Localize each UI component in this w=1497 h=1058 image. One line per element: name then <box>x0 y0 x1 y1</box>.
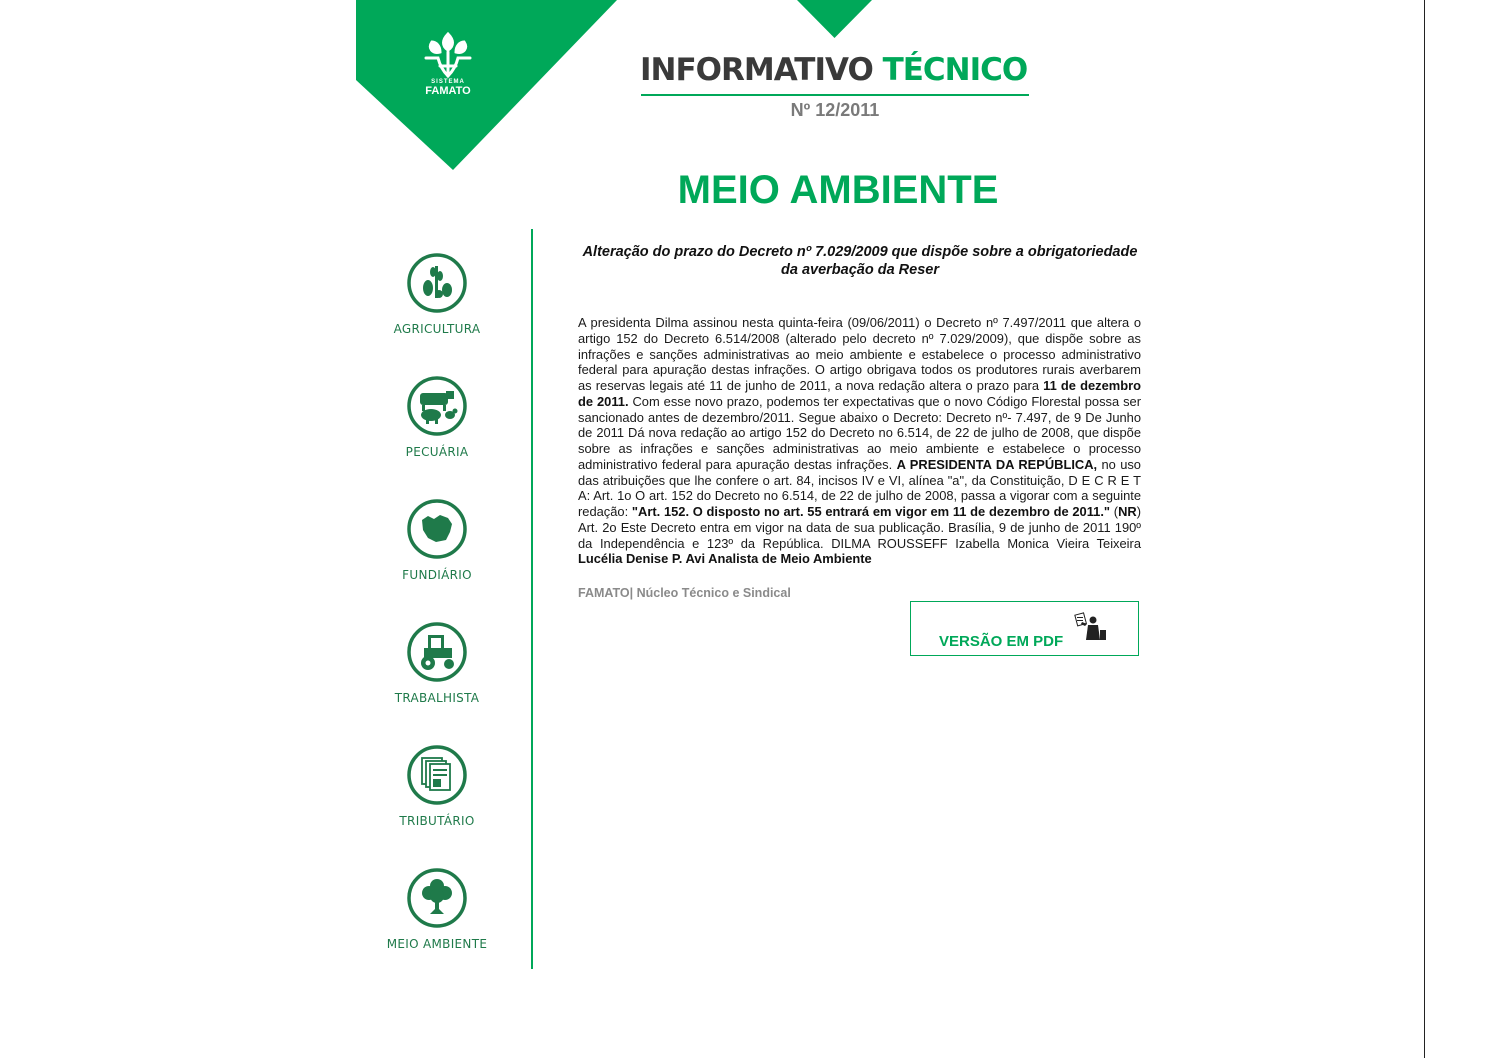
page-title <box>640 52 1030 88</box>
article-body <box>578 315 1141 567</box>
author-signature: Lucélia Denise P. Avi Analista de Meio Ambiente <box>578 551 872 567</box>
body-bold: 11 de dezembro de 2011. <box>578 378 1141 409</box>
sidebar-item-label: TRABALHISTA <box>394 691 480 705</box>
article-title: Alteração do prazo do Decreto nº 7.029/2009 que dispõe sobre a obrigatoriedade da averbação da Reser <box>582 244 1138 278</box>
logo-small-text: SISTEMA <box>431 79 465 85</box>
issue-number: Nº 12/2011 <box>790 100 880 120</box>
body-text: Com esse novo prazo, podemos ter expectativas que o novo Código Florestal possa ser sancionado antes de dezembro/2011. Segue abaixo o Decreto: Decreto nº- 7.497, de 9 De Junho de 2011 Dá nova redação ao artigo 152 do Decreto no 6.514, de 22 de julho de 2008, que dispõe sobre as infrações e sanções administrativas ao meio ambiente e estabelece o processo administrativo federal para apuração destas infrações. <box>578 393 1141 472</box>
body-text: no uso das atribuições que lhe confere o art. 84, incisos IV e VI, alínea "a", da Constituição, D E C R E T A: Art. 1o O art. 152 do Decreto no 6.514, de 22 de julho de 2008, passa a vigorar com a seguinte redação: <box>578 456 1141 519</box>
tractor-icon <box>406 621 468 683</box>
agriculture-icon <box>406 252 468 314</box>
body-text: A presidenta Dilma assinou nesta quinta-feira (09/06/2011) o Decreto nº 7.497/2011 que altera o artigo 152 do Decreto 6.514/2008 (alterado pelo decreto nº 7.029/2009), que dispõe sobre as infrações e sanções administrativas ao meio ambiente e estabelece o processo administrativo federal para apuração destas infrações. O artigo obrigava todos os produtores rurais averbarem as reservas legais até 11 de junho de 2011, a nova redação altera o prazo para <box>578 315 1141 393</box>
vertical-divider <box>531 229 533 969</box>
body-text: ) Art. 2o Este Decreto entra em vigor na data de sua publicação. Brasília, 9 de junho de 2011 190º da Independência e 123º da República. DILMA ROUSSEFF Izabella Monica Vieira Teixeira <box>578 504 1142 551</box>
sidebar-item-label: TRIBUTÁRIO <box>399 814 475 828</box>
body-bold: "Art. 152. O disposto no art. 55 entrará em vigor em 11 de dezembro de 2011." <box>631 504 1111 519</box>
body-text: ( <box>1110 504 1119 519</box>
sidebar-item-label: FUNDIÁRIO <box>402 568 472 582</box>
land-map-icon <box>406 498 468 560</box>
famato-logo-icon <box>418 28 478 80</box>
sidebar-item-label: PECUÁRIA <box>405 445 469 459</box>
header-green-triangle <box>356 0 617 170</box>
livestock-icon <box>406 375 468 437</box>
tree-icon <box>406 867 468 929</box>
documents-icon <box>406 744 468 806</box>
pdf-reader-icon[interactable] <box>1073 612 1109 644</box>
title-part-1: INFORMATIVO <box>640 52 873 88</box>
page-edge-line <box>1424 0 1425 1058</box>
header-notch <box>797 0 872 38</box>
title-part-2: TÉCNICO <box>882 52 1028 88</box>
sidebar-item-label: MEIO AMBIENTE <box>386 937 488 951</box>
sidebar-item-label: AGRICULTURA <box>393 322 481 336</box>
title-underline <box>641 94 1029 96</box>
article-source: FAMATO| Núcleo Técnico e Sindical <box>578 586 791 600</box>
body-bold: NR <box>1118 504 1137 519</box>
logo-name: FAMATO <box>425 85 471 97</box>
pdf-version-label[interactable]: VERSÃO EM PDF <box>939 633 1064 650</box>
section-title: MEIO AMBIENTE <box>677 168 999 212</box>
body-bold: A PRESIDENTA DA REPÚBLICA, <box>896 456 1098 472</box>
